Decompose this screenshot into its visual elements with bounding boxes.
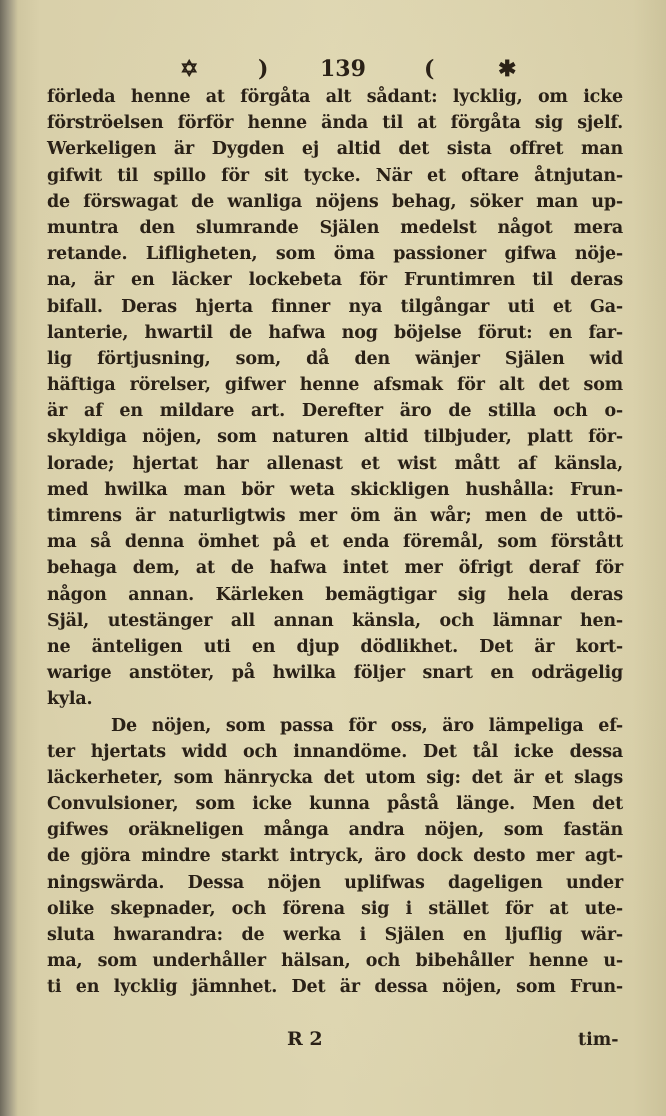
text-line: Werkeligen är Dygden ej altid det sista offret man [47, 139, 623, 160]
text-line: timrens är naturligtwis mer öm än wår; men de uttö- [47, 506, 623, 526]
text-line: läckerheter, som hänrycka det utom sig: det är et slags [47, 767, 623, 788]
text-line: lanterie, hwartil de hafwa nog böjelse förut: en far- [47, 322, 623, 343]
body-text [47, 84, 623, 1001]
catchword: tim- [578, 1030, 619, 1050]
text-line: Convulsioner, som icke kunna påstå länge. Men det [47, 794, 623, 815]
text-line: ter hjertats widd och innandöme. Det tål icke dessa [47, 741, 623, 762]
text-line: ne änteligen uti en djup dödlikhet. Det är kort- [47, 636, 623, 657]
text-line: med hwilka man bör weta skickligen hushålla: Frun- [47, 479, 623, 500]
running-header [180, 56, 520, 86]
text-line: lorade; hjertat har allenast et wist mått af känsla, [47, 453, 623, 474]
text-line: bifall. Deras hjerta finner nya tilgångar uti et Ga- [47, 296, 623, 317]
text-line: är af en mildare art. Derefter äro de stilla och o- [47, 401, 623, 422]
text-line: behaga dem, at de hafwa intet mer öfrigt deraf för [47, 558, 623, 579]
text-line: ma så denna ömhet på et enda föremål, som förstått [47, 532, 623, 553]
text-line: kyla. [47, 689, 93, 710]
text-line: ningswärda. Dessa nöjen uplifwas dageligen under [47, 872, 623, 893]
text-line: olike skepnader, och förena sig i stället för at ute- [47, 898, 623, 919]
text-line: sluta hwarandra: de werka i Själen en ljuflig wär- [47, 925, 623, 945]
text-line: någon annan. Kärleken bemägtigar sig hela deras [47, 584, 623, 605]
text-line: warige anstöter, på hwilka följer snart en odrägelig [47, 663, 623, 684]
text-line: retande. Lifligheten, som öma passioner gifwa nöje- [47, 244, 623, 265]
header-paren-right: ( [424, 56, 435, 82]
text-line: De nöjen, som passa för oss, äro lämpeliga ef- [111, 715, 623, 736]
text-line: lig förtjusning, som, då den wänjer Själen wid [47, 348, 623, 369]
signature-mark: R 2 [287, 1028, 323, 1050]
text-line: muntra den slumrande Själen medelst något mera [47, 217, 623, 238]
asterisk-ornament-icon: ✱ [498, 56, 517, 82]
text-line: de gjöra mindre starkt intryck, äro dock desto mer agt- [47, 846, 623, 867]
text-line: förleda henne at förgåta alt sådant: lycklig, om icke [47, 87, 623, 107]
star-ornament-icon: ✡ [180, 56, 199, 82]
text-line: na, är en läcker lockebeta för Fruntimren til deras [47, 270, 623, 291]
text-line: de förswagat de wanliga nöjens behag, söker man up- [47, 191, 623, 212]
text-line: förströelsen förför henne ända til at förgåta sig sjelf. [47, 113, 623, 134]
text-line: ti en lycklig jämnhet. Det är dessa nöjen, som Frun- [47, 977, 623, 998]
text-line: gifwit til spillo för sit tycke. När et oftare åtnjutan- [47, 165, 623, 186]
text-line: häftiga rörelser, gifwer henne afsmak för alt det som [47, 375, 623, 396]
text-line: Själ, utestänger all annan känsla, och lämnar hen- [47, 610, 623, 631]
header-paren-left: ) [258, 56, 269, 82]
text-line: gifwes oräkneligen många andra nöjen, som fastän [47, 820, 623, 841]
text-line: ma, som underhåller hälsan, och bibehåller henne u- [47, 951, 623, 972]
page-number: 139 [320, 56, 366, 82]
text-line: skyldiga nöjen, som naturen altid tilbjuder, platt för- [47, 427, 623, 448]
